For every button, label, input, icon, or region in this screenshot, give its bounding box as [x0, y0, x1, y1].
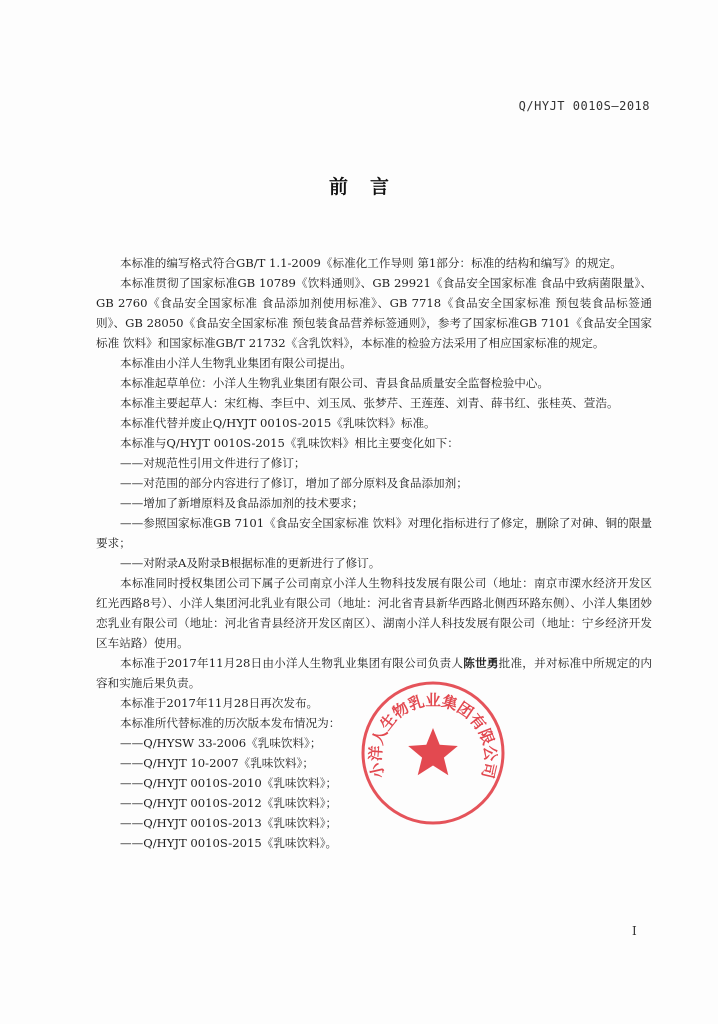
change-item: ——增加了新增原料及食品添加剂的技术要求；: [120, 496, 364, 510]
company-seal: [360, 680, 506, 826]
paragraph: 本标准起草单位：小洋人生物乳业集团有限公司、青县食品质量安全监督检验中心。: [120, 376, 549, 390]
paragraph: 本标准与Q/HYJT 0010S-2015《乳味饮料》相比主要变化如下：: [120, 436, 459, 450]
page-number: I: [632, 924, 637, 938]
document-code: Q/HYJT 0010S—2018: [518, 99, 650, 113]
paragraph: 本标准贯彻了国家标准GB 10789《饮料通则》、GB 29921《食品安全国家标准 食品中致病菌限量》、GB 2760《食品安全国家标准 食品添加剂使用标准》、GB 7718《食品安全国家标准 预包装食品标签通则》、GB 28050《食品安全国家标准 预包装食品营养标签通则》，参考了国家标准GB 7101《食品安全国家标准 饮料》和国家标准GB/T 21732《含乳饮料》，本标准的检验方法采用了相应国家标准的规定。: [96, 276, 652, 350]
history-item: ——Q/HYJT 0010S-2012《乳味饮料》；: [120, 796, 338, 810]
paragraph: 本标准代替并废止Q/HYJT 0010S-2015《乳味饮料》标准。: [120, 416, 436, 430]
history-item: ——Q/HYJT 0010S-2013《乳味饮料》；: [120, 816, 338, 830]
seal-text: 小洋人生物乳业集团有限公司: [366, 691, 500, 780]
page-title: 前言: [328, 176, 411, 198]
change-item: ——对附录A及附录B根据标准的更新进行了修订。: [120, 556, 381, 570]
history-item: ——Q/HYJT 10-2007《乳味饮料》；: [120, 756, 314, 770]
approval-suffix: 批准，并对标准中所规定的内容和实施后果负责。: [96, 656, 652, 690]
history-item: ——Q/HYJT 0010S-2015《乳味饮料》。: [120, 836, 338, 850]
paragraph: 本标准由小洋人生物乳业集团有限公司提出。: [120, 356, 352, 370]
paragraph: 本标准同时授权集团公司下属子公司南京小洋人生物科技发展有限公司（地址：南京市溧水经济开发区红光西路8号）、小洋人集团河北乳业有限公司（地址：河北省青县新华西路北侧西环路东侧）、小洋人集团妙恋乳业有限公司（地址：河北省青县经济开发区南区）、湖南小洋人科技发展有限公司（地址：宁乡经济开发区车站路）使用。: [96, 576, 652, 650]
approval-prefix: 本标准于2017年11月28日由小洋人生物乳业集团有限公司负责人: [120, 656, 464, 670]
paragraph: 本标准的编写格式符合GB/T 1.1-2009《标准化工作导则 第1部分：标准的结构和编写》的规定。: [120, 256, 622, 270]
history-item: ——Q/HYJT 0010S-2010《乳味饮料》；: [120, 776, 338, 790]
paragraph: 本标准于2017年11月28日再次发布。: [120, 696, 319, 710]
paragraph: 本标准主要起草人：宋红梅、李巨中、刘玉凤、张梦芹、王莲莲、刘青、薛书红、张桂英、萱浩。: [120, 396, 619, 410]
change-item: ——对规范性引用文件进行了修订；: [120, 456, 306, 470]
star-icon: [408, 728, 458, 775]
change-item: ——参照国家标准GB 7101《食品安全国家标准 饮料》对理化指标进行了修定，删除了对砷、铜的限量要求；: [96, 516, 652, 550]
change-item: ——对范围的部分内容进行了修订，增加了部分原料及食品添加剂；: [120, 476, 468, 490]
history-item: ——Q/HYSW 33-2006《乳味饮料》；: [120, 736, 322, 750]
paragraph: 本标准所代替标准的历次版本发布情况为：: [120, 716, 341, 730]
approver-name: 陈世勇: [463, 656, 499, 670]
